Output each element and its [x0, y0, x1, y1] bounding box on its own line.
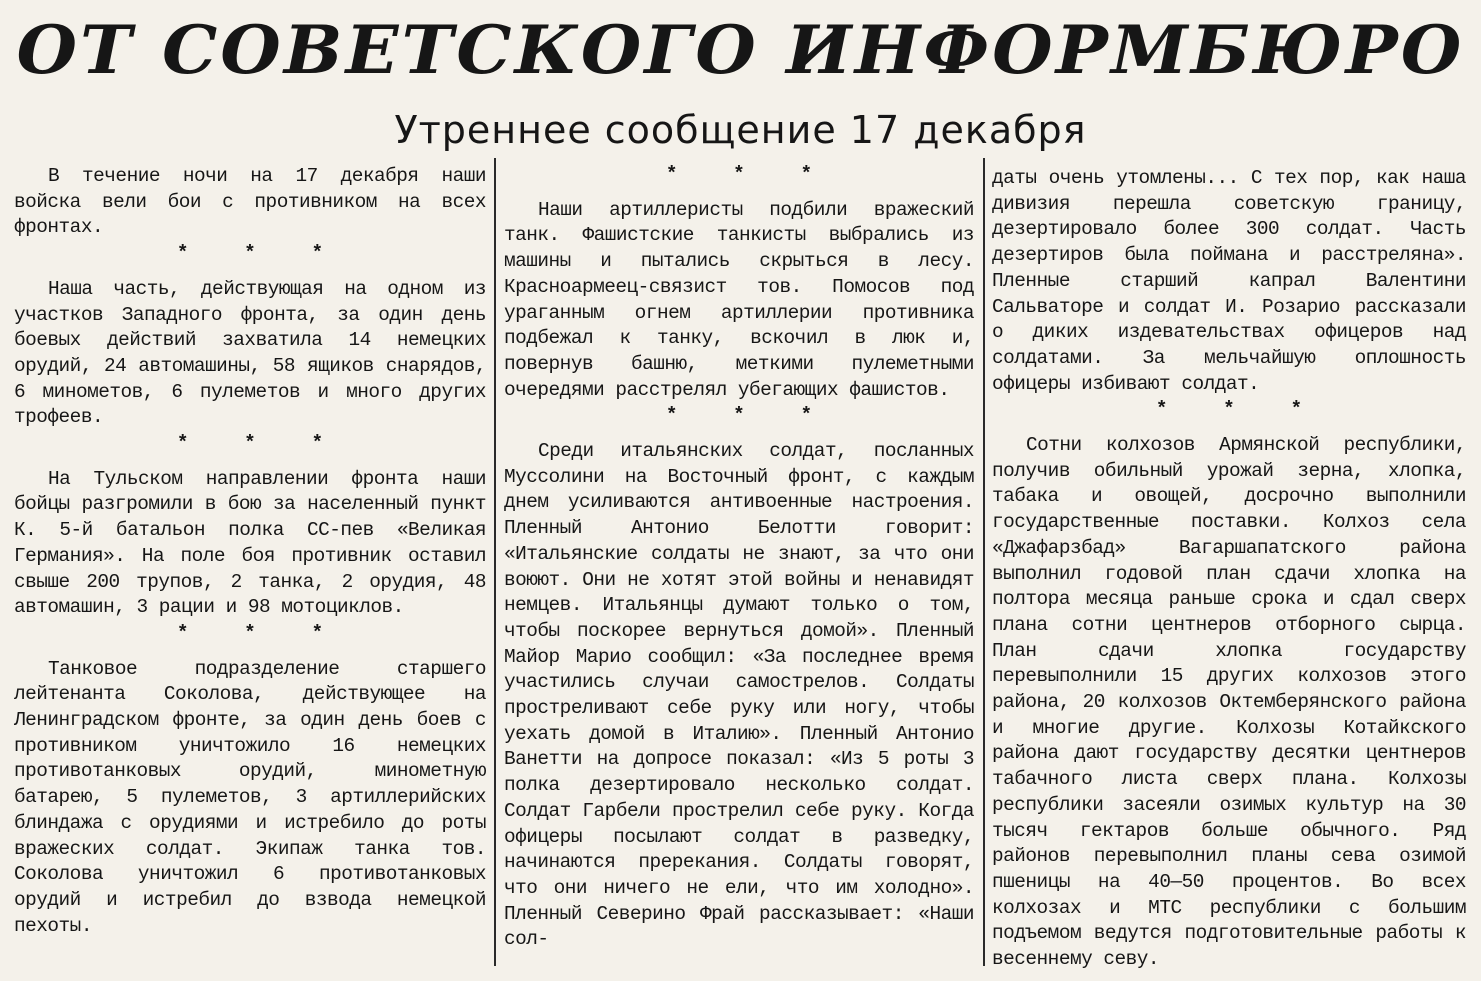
section-separator: * * * [1155, 398, 1325, 421]
section-separator: * * * [176, 242, 346, 265]
article-paragraph: В течение ночи на 17 декабря наши войска вели бои с противником на всех фронтах. [14, 165, 486, 239]
article-paragraph: Танковое подразделение старшего лейтенанта Соколова, действующее на Ленинградском фронте, за один день боев с противником уничтожило 16 немецких противотанковых орудий, минометную батарею, 5 пулеметов, 3 артиллерийских блиндажа с орудиями и истребило до роты вражеских солдат. Экипаж танка тов. Соколова уничтожил 6 противотанковых орудий и истребил до взвода немецкой пехоты. [14, 657, 486, 937]
section-separator: * * * [176, 621, 346, 644]
article-paragraph: На Тульском направлении фронта наши бойцы разгромили в бою за населенный пункт К. 5-й батальон полка СС-пев «Великая Германия». На поле боя противник оставил свыше 200 трупов, 2 танка, 2 орудия, 48 автомашин, 3 рации и 98 мотоциклов. [14, 467, 486, 619]
article-paragraph: Наши артиллеристы подбили вражеский танк. Фашистские танкисты выбрались из машины и пытались скрыться в лесу. Красноармеец-связист тов. Помосов под ураганным огнем артиллерии противника подбежал к танку, вскочил в люк и, повернув башню, меткими пулеметными очередями расстрелял убегающих фашистов. [504, 198, 974, 401]
section-separator: * * * [176, 432, 346, 455]
column-divider [983, 158, 985, 966]
article-paragraph: Наша часть, действующая на одном из участков Западного фронта, за один день боевых действий захватила 14 немецких орудий, 24 автомашины, 58 ящиков снарядов, 6 минометов, 6 пулеметов и много других трофеев. [14, 277, 486, 429]
section-separator: * * * [665, 404, 835, 427]
section-separator: * * * [665, 163, 835, 185]
column-divider [494, 158, 496, 966]
article-paragraph-continued: даты очень утомлены... С тех пор, как наша дивизия перешла советскую границу, дезертировало более 300 солдат. Часть дезертиров была поймана и расстреляна». Пленные старший капрал Валентини Сальваторе и солдат И. Розарио рассказали о диких издевательствах офицеров над солдатами. За мельчайшую оплошность офицеры избивают солдат. [992, 167, 1466, 395]
column-1 [14, 164, 486, 963]
article-paragraph: Сотни колхозов Армянской республики, получив обильный урожай зерна, хлопка, табака и овощей, досрочно выполнили государственные поставки. Колхоз села «Джафарзбад» Вагаршапатского района выполнил годовой план сдачи хлопка на полтора месяца раньше срока и сдал сверх плана сотни центнеров отборного сырца. План сдачи хлопка государству перевыполнили 15 других колхозов этого района, 20 колхозов Октемберянского района и многие другие. Колхозы Котайкского района дают государству десятки центнеров табачного листа сверх плана. Колхозы республики засеяли озимых культур на 30 тысяч гектаров больше обычного. Ряд районов перевыполнил планы сева озимой пшеницы на 40—50 процентов. Во всех колхозах и МТС республики с большим подъемом ведутся подготовительные работы к весеннему севу. [992, 434, 1466, 971]
column-3 [992, 166, 1466, 971]
page-title: ОТ СОВЕТСКОГО ИНФОРМБЮРО [16, 11, 1465, 89]
article-paragraph: Среди итальянских солдат, посланных Муссолини на Восточный фронт, с каждым днем усиливаются антивоенные настроения. Пленный Антонио Белотти говорит: «Итальянские солдаты не знают, за что они воюют. Они не хотят этой войны и ненавидят немцев. Итальянцы думают только о том, чтобы поскорее вернуться домой». Пленный Майор Марио сообщил: «За последнее время участились случаи самострелов. Солдаты простреливают себе руку или ногу, чтобы уехать домой в Италию». Пленный Антонио Ванетти на допросе показал: «Из 5 роты 3 полка дезертировало несколько солдат. Солдат Гарбели прострелил себе руку. Когда офицеры посылают солдат в разведку, начинаются пререкания. Солдаты говорят, что они ничего не ели, что им холодно». Пленный Северино Фрай рассказывает: «Наши сол- [504, 440, 974, 951]
page-subtitle: Утреннее сообщение 17 декабря [394, 108, 1087, 152]
column-2 [504, 162, 974, 963]
